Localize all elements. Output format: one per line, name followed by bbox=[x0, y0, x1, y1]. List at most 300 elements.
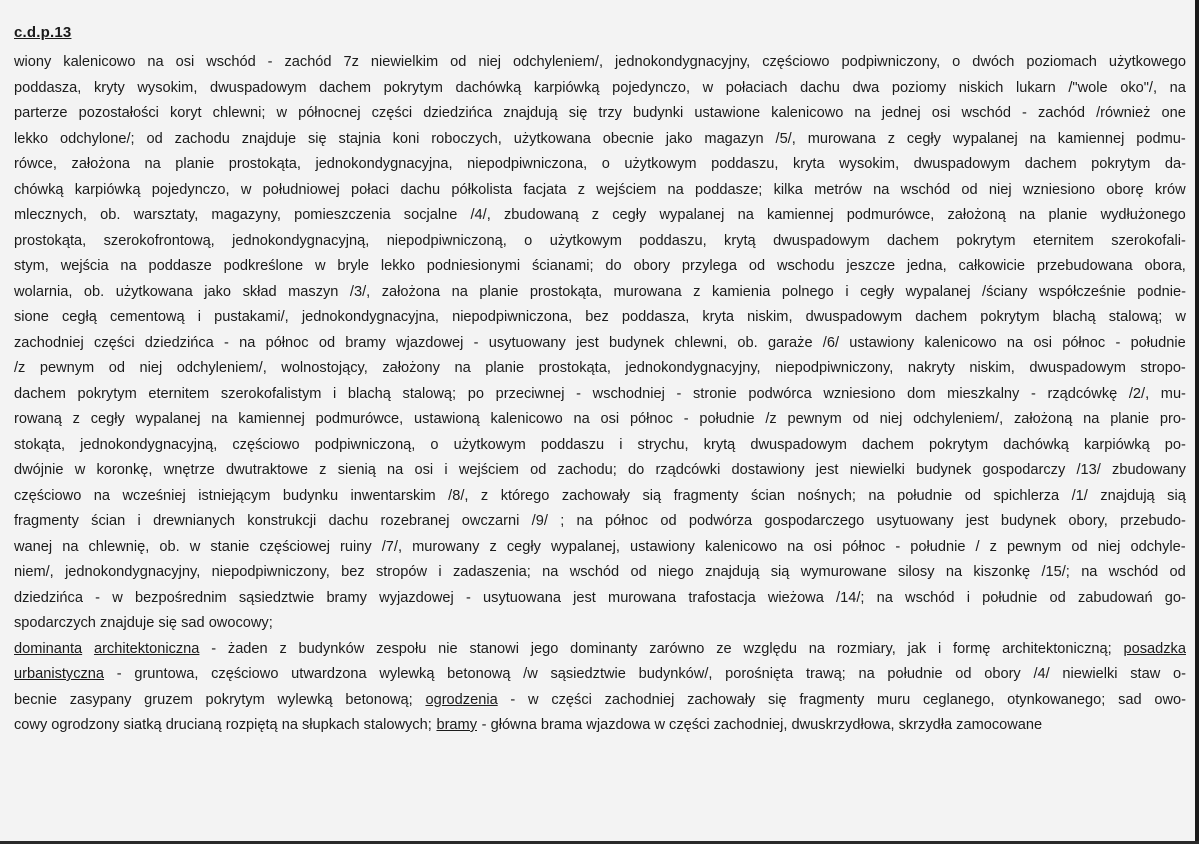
word: w bbox=[74, 462, 86, 478]
word: ścian bbox=[91, 513, 126, 529]
word: kalenicowo bbox=[704, 538, 778, 555]
word: niej bbox=[1097, 538, 1121, 555]
word: znajdują bbox=[705, 564, 760, 580]
word: na bbox=[1029, 130, 1046, 147]
word: facjata bbox=[523, 181, 567, 198]
word: zachowały bbox=[687, 691, 756, 708]
word: kiszonkę bbox=[973, 564, 1031, 580]
word: pewnym bbox=[1006, 538, 1062, 555]
word: osi bbox=[600, 411, 620, 427]
text-line bbox=[14, 458, 1186, 484]
word: dostawiony bbox=[731, 462, 805, 478]
word: z bbox=[693, 283, 701, 300]
word: i bbox=[197, 309, 201, 325]
underlined-term: bramy bbox=[436, 717, 477, 733]
word: całkowicie bbox=[958, 258, 1026, 274]
word: odchyleniem/, bbox=[513, 54, 604, 70]
word: jednokondygnacyjną, bbox=[232, 232, 370, 249]
word: blachą bbox=[347, 385, 391, 402]
word: osi bbox=[175, 54, 195, 70]
word: założoną bbox=[947, 207, 1006, 223]
text-line bbox=[14, 586, 1186, 612]
word: stronie bbox=[692, 385, 737, 402]
text-line bbox=[14, 254, 1186, 280]
word: kilka bbox=[773, 181, 803, 198]
word: i bbox=[444, 462, 448, 478]
text-line bbox=[14, 50, 1186, 76]
word: mlecznych, bbox=[14, 207, 87, 223]
word: - bbox=[1030, 385, 1036, 402]
word: planie bbox=[479, 283, 519, 300]
word: blachą bbox=[1052, 309, 1096, 325]
word: do bbox=[627, 462, 645, 478]
word: w bbox=[189, 538, 201, 555]
word: kryty bbox=[93, 79, 125, 96]
word: strychu, bbox=[637, 436, 689, 453]
word: trafostacja bbox=[688, 589, 756, 606]
word: od bbox=[748, 258, 766, 274]
word: połaciach bbox=[725, 79, 788, 96]
word: ustawiony bbox=[849, 334, 915, 351]
word: podnie- bbox=[1137, 283, 1186, 300]
word: od bbox=[660, 513, 677, 529]
word: północ bbox=[629, 411, 673, 427]
word: o bbox=[952, 54, 961, 70]
word: na bbox=[62, 538, 79, 555]
word: pokrytym bbox=[205, 691, 265, 708]
word: rozebranej bbox=[380, 513, 450, 529]
word: 7z bbox=[343, 54, 359, 70]
text-line bbox=[14, 662, 1186, 688]
word: na bbox=[1019, 207, 1036, 223]
word: od bbox=[530, 462, 547, 478]
word: południe bbox=[910, 538, 966, 555]
scan-edge-right bbox=[1195, 0, 1199, 844]
word: podpiwniczoną, bbox=[314, 436, 416, 453]
word: jest bbox=[965, 513, 989, 529]
word: wysokim, bbox=[137, 79, 198, 96]
word: użytkowego bbox=[1108, 54, 1186, 70]
word: usytuowany bbox=[488, 334, 566, 351]
word: z bbox=[72, 411, 80, 427]
word: kamiennej bbox=[766, 207, 834, 223]
word: na bbox=[737, 207, 754, 223]
word: którego bbox=[500, 487, 550, 504]
word: osi bbox=[1033, 334, 1052, 351]
word: dziedzińca bbox=[423, 105, 493, 121]
word: o bbox=[524, 232, 533, 249]
word: przebudowana bbox=[1036, 258, 1133, 274]
word: niej bbox=[139, 360, 163, 376]
word: budynków/, bbox=[638, 666, 713, 682]
word: sią bbox=[770, 564, 790, 580]
word: /14/; bbox=[836, 589, 865, 606]
word: dwuspadowym bbox=[750, 436, 847, 453]
word: wschód bbox=[905, 589, 955, 606]
word: o- bbox=[1172, 666, 1186, 682]
word: - bbox=[116, 666, 122, 682]
word: - bbox=[576, 385, 582, 402]
word: niewielki bbox=[1062, 666, 1118, 682]
word: dachu bbox=[800, 79, 840, 96]
text-line bbox=[14, 178, 1186, 204]
text-line bbox=[14, 203, 1186, 229]
word: współcześnie bbox=[1038, 283, 1126, 300]
word: formę bbox=[953, 640, 991, 657]
word: dachówką bbox=[1003, 436, 1069, 453]
word: wzniesiono bbox=[1022, 181, 1096, 198]
word: prostokąta, bbox=[538, 360, 611, 376]
text-line bbox=[14, 280, 1186, 306]
word: niepodpiwniczony, bbox=[775, 360, 894, 376]
word: pokrytym bbox=[383, 79, 443, 96]
word: sione bbox=[14, 309, 49, 325]
word: wieżowa bbox=[767, 589, 824, 606]
word: owo- bbox=[1154, 691, 1186, 708]
word: podwórza bbox=[688, 513, 753, 529]
word: podmurówce, bbox=[315, 411, 404, 427]
word: go- bbox=[1164, 589, 1186, 606]
word: budynki bbox=[633, 105, 684, 121]
word: budynek bbox=[916, 462, 972, 478]
word: spichlerza bbox=[993, 487, 1060, 504]
word: dachówką bbox=[455, 79, 522, 96]
word: założony bbox=[382, 360, 440, 376]
word: magazyny, bbox=[211, 207, 281, 223]
word: stropo- bbox=[1140, 360, 1186, 376]
word: muru bbox=[877, 691, 911, 708]
word: na bbox=[873, 181, 890, 198]
word: zbudowany bbox=[1112, 462, 1186, 478]
word: dom bbox=[907, 385, 936, 402]
word: użytkowym bbox=[453, 436, 526, 453]
word: wschód bbox=[569, 564, 620, 580]
word: wymurowane bbox=[800, 564, 887, 580]
word: wjazdowej bbox=[396, 334, 464, 351]
word: - bbox=[267, 54, 273, 70]
word: w bbox=[240, 181, 252, 198]
word: - bbox=[895, 538, 901, 555]
word: wypalanej, bbox=[550, 538, 620, 555]
word: części bbox=[94, 334, 135, 351]
word: niskim, bbox=[747, 309, 793, 325]
word: na bbox=[576, 513, 593, 529]
word: lukarn bbox=[1016, 79, 1056, 96]
text-line bbox=[14, 407, 1186, 433]
text-line bbox=[14, 509, 1186, 535]
word: poddasze bbox=[148, 258, 212, 274]
word: wypalanej bbox=[905, 283, 971, 300]
word: nakryty bbox=[907, 360, 955, 376]
word: obory, bbox=[1068, 513, 1108, 529]
word: ustawiony bbox=[629, 538, 695, 555]
word: poziomach bbox=[1026, 54, 1097, 70]
word: porośnięta bbox=[725, 666, 794, 682]
word: podwórca bbox=[748, 385, 812, 402]
word: podpiwniczony, bbox=[841, 54, 941, 70]
word: chlewni; bbox=[212, 105, 266, 121]
word: otynkowanego; bbox=[1007, 691, 1106, 708]
word: wolnostojący, bbox=[281, 360, 368, 376]
word: skład bbox=[242, 283, 277, 300]
word: na bbox=[858, 666, 875, 682]
word: krytą bbox=[724, 232, 756, 249]
word: bryle bbox=[337, 258, 370, 274]
word: na bbox=[147, 54, 164, 70]
word: i bbox=[938, 640, 942, 657]
underlined-term-word: dominanta bbox=[14, 640, 83, 657]
text-line bbox=[14, 331, 1186, 357]
word: sienią bbox=[337, 462, 376, 478]
word: poddasza, bbox=[621, 309, 690, 325]
word: przebudo- bbox=[1120, 513, 1186, 529]
word: zespołu bbox=[376, 640, 427, 657]
word: w bbox=[276, 105, 288, 121]
word: cegłą bbox=[62, 309, 97, 325]
word: jednokondygnacyjny, bbox=[65, 564, 201, 580]
word: dwuspadowym bbox=[210, 79, 307, 96]
word: dachu bbox=[328, 513, 369, 529]
word: chlewni, bbox=[674, 334, 728, 351]
word: prostokąta, bbox=[14, 232, 87, 249]
word: wyjazdowej bbox=[379, 589, 454, 606]
word: jest bbox=[815, 462, 839, 478]
word: z bbox=[577, 181, 586, 198]
word: odchyle- bbox=[1130, 538, 1186, 555]
word: użytkowym bbox=[624, 156, 697, 172]
word: od bbox=[108, 360, 125, 376]
word: południe bbox=[887, 666, 943, 682]
word: kamiennej bbox=[1057, 130, 1125, 147]
word: pokrytym bbox=[1091, 156, 1151, 172]
word: cegły bbox=[906, 130, 941, 147]
word: pokrytym bbox=[980, 309, 1040, 325]
word: wanej bbox=[14, 538, 53, 555]
word: założona bbox=[71, 156, 130, 172]
word: rozmiary, bbox=[836, 640, 896, 657]
word: częściowo bbox=[232, 436, 300, 453]
word: południowej bbox=[262, 181, 340, 198]
word: wydłużonego bbox=[1100, 207, 1186, 223]
word: z bbox=[989, 538, 997, 555]
word: wschodniej bbox=[592, 385, 665, 402]
word: dwutraktowe bbox=[226, 462, 308, 478]
word: w bbox=[528, 691, 539, 708]
word: murowana bbox=[613, 283, 682, 300]
word: oborę bbox=[1106, 181, 1144, 198]
word: na bbox=[451, 283, 468, 300]
word: rządcówki bbox=[655, 462, 721, 478]
word: bez bbox=[585, 309, 609, 325]
word: na bbox=[120, 258, 137, 274]
word: z bbox=[591, 207, 600, 223]
word: fragmenty bbox=[14, 513, 79, 529]
text-line bbox=[14, 484, 1186, 510]
word: na bbox=[854, 105, 871, 121]
word: eternitem bbox=[148, 385, 210, 402]
word: jednokondygnacyjną, bbox=[80, 436, 218, 453]
word: osi bbox=[813, 538, 833, 555]
word: i bbox=[438, 564, 442, 580]
word: - bbox=[224, 334, 229, 351]
word: - bbox=[676, 385, 682, 402]
word: /9/ bbox=[531, 513, 548, 529]
word: i bbox=[845, 283, 849, 300]
word: znajdują bbox=[503, 105, 558, 121]
word: jako bbox=[665, 130, 693, 147]
word: w bbox=[315, 258, 326, 274]
underlined-term-word: ogrodzenia bbox=[425, 691, 498, 708]
word: niskich bbox=[958, 79, 1004, 96]
word: dwa bbox=[852, 79, 880, 96]
word: koronkę, bbox=[96, 462, 153, 478]
word: dachu bbox=[400, 181, 441, 198]
word: w bbox=[1175, 309, 1186, 325]
word: południe bbox=[699, 411, 755, 427]
word: szerokofalistym bbox=[220, 385, 322, 402]
word: murowana bbox=[807, 130, 876, 147]
word: dachem bbox=[915, 309, 968, 325]
word: jest bbox=[573, 589, 596, 606]
word: dwuspadowym bbox=[913, 156, 1011, 172]
word: na bbox=[808, 640, 826, 657]
word: z bbox=[279, 640, 287, 657]
word: wschód bbox=[900, 181, 951, 198]
word: ob. bbox=[159, 538, 180, 555]
word: zachód bbox=[1037, 105, 1085, 121]
text-line bbox=[14, 433, 1186, 459]
word: pojedynczo, bbox=[612, 79, 691, 96]
word: betonową bbox=[447, 666, 511, 682]
word: - bbox=[211, 640, 217, 657]
word: jednokondygnacyjny, bbox=[615, 54, 751, 70]
word: polnego bbox=[781, 283, 834, 300]
word: wschodu bbox=[776, 258, 835, 274]
word: po- bbox=[1164, 436, 1186, 453]
word: od bbox=[1071, 538, 1088, 555]
word: istniejącym bbox=[198, 487, 271, 504]
word: /6/ bbox=[822, 334, 840, 351]
page-heading: c.d.p.13 bbox=[14, 24, 72, 41]
word: ustawione bbox=[694, 105, 761, 121]
word: /5/, bbox=[775, 130, 796, 147]
word: gruzem bbox=[144, 691, 193, 708]
text-line bbox=[14, 127, 1186, 153]
body-text bbox=[14, 50, 1186, 739]
word: podniesionymi bbox=[426, 258, 521, 274]
word: ruiny bbox=[340, 538, 372, 555]
word: pewnym bbox=[39, 360, 95, 376]
word: dachem bbox=[1024, 156, 1077, 172]
word: konstrukcji bbox=[247, 513, 317, 529]
word: koni bbox=[392, 130, 420, 147]
word: rówce, bbox=[14, 156, 57, 172]
word: budynek bbox=[609, 334, 665, 351]
word: stym, bbox=[14, 258, 49, 274]
word: pewnym bbox=[787, 411, 842, 427]
word: wschód bbox=[206, 54, 256, 70]
word: części bbox=[551, 691, 592, 708]
text-line bbox=[14, 356, 1186, 382]
text-line bbox=[14, 101, 1186, 127]
word: zachód bbox=[284, 54, 332, 70]
word: po bbox=[467, 385, 484, 402]
word: nie bbox=[438, 640, 458, 657]
word: wylewką bbox=[379, 666, 435, 682]
word: w bbox=[702, 79, 714, 96]
word: podmurówce, bbox=[846, 207, 935, 223]
word: poddasza, bbox=[14, 79, 82, 96]
word: od bbox=[1169, 564, 1186, 580]
word: na bbox=[239, 334, 256, 351]
word: niepodpiwniczony, bbox=[211, 564, 330, 580]
word: osi bbox=[931, 105, 951, 121]
word: - bbox=[473, 334, 479, 351]
word: /z bbox=[14, 360, 26, 376]
word: wejściem bbox=[596, 181, 657, 198]
word: stanie bbox=[210, 538, 250, 555]
word: rządcówkę bbox=[1047, 385, 1118, 402]
word: z bbox=[319, 462, 327, 478]
underlined-term-word: urbanistyczna bbox=[14, 666, 105, 682]
word: gospodarczy bbox=[982, 462, 1066, 478]
word: wzniesiono bbox=[823, 385, 896, 402]
word: o bbox=[430, 436, 439, 453]
word: dziedzińca bbox=[144, 334, 214, 351]
word: gruntowa, bbox=[134, 666, 199, 682]
word: planie bbox=[485, 360, 525, 376]
word: z bbox=[480, 487, 489, 504]
word: od bbox=[146, 130, 163, 147]
word: wschód bbox=[961, 105, 1011, 121]
word: /w bbox=[523, 666, 538, 682]
word: dachem bbox=[14, 385, 66, 402]
word: jednokondygnacyjna, bbox=[301, 309, 439, 325]
word: planie bbox=[175, 156, 215, 172]
word: na bbox=[1083, 411, 1100, 427]
word: obecnie bbox=[602, 130, 654, 147]
word: cegły bbox=[90, 411, 125, 427]
word: / bbox=[975, 538, 980, 555]
word: niej bbox=[879, 411, 903, 427]
word: przylega bbox=[681, 258, 738, 274]
text-line bbox=[14, 713, 1186, 739]
word: jeszcze bbox=[846, 258, 896, 274]
word: ścianami; bbox=[531, 258, 594, 274]
word: od bbox=[964, 487, 981, 504]
word: wejścia bbox=[60, 258, 109, 274]
word: jednej bbox=[881, 105, 921, 121]
word: niepodpiwniczona, bbox=[467, 156, 588, 172]
word: /z bbox=[765, 411, 777, 427]
word: lekko bbox=[14, 130, 49, 147]
word: północ bbox=[1062, 334, 1106, 351]
word: obory bbox=[984, 666, 1021, 682]
word: dominanty bbox=[570, 640, 638, 657]
word: niewielkim bbox=[370, 54, 439, 70]
word: dwuspadowym bbox=[773, 232, 870, 249]
word: wylewką bbox=[277, 691, 333, 708]
word: sąsiedztwie bbox=[550, 666, 626, 682]
word: się bbox=[568, 105, 588, 121]
word: poziomy bbox=[891, 79, 947, 96]
word: - bbox=[683, 411, 689, 427]
word: nośnych; bbox=[797, 487, 856, 504]
word: pokrytym bbox=[956, 232, 1016, 249]
word: obora, bbox=[1144, 258, 1186, 274]
word: zarówno bbox=[649, 640, 705, 657]
word: niewielki bbox=[849, 462, 905, 478]
